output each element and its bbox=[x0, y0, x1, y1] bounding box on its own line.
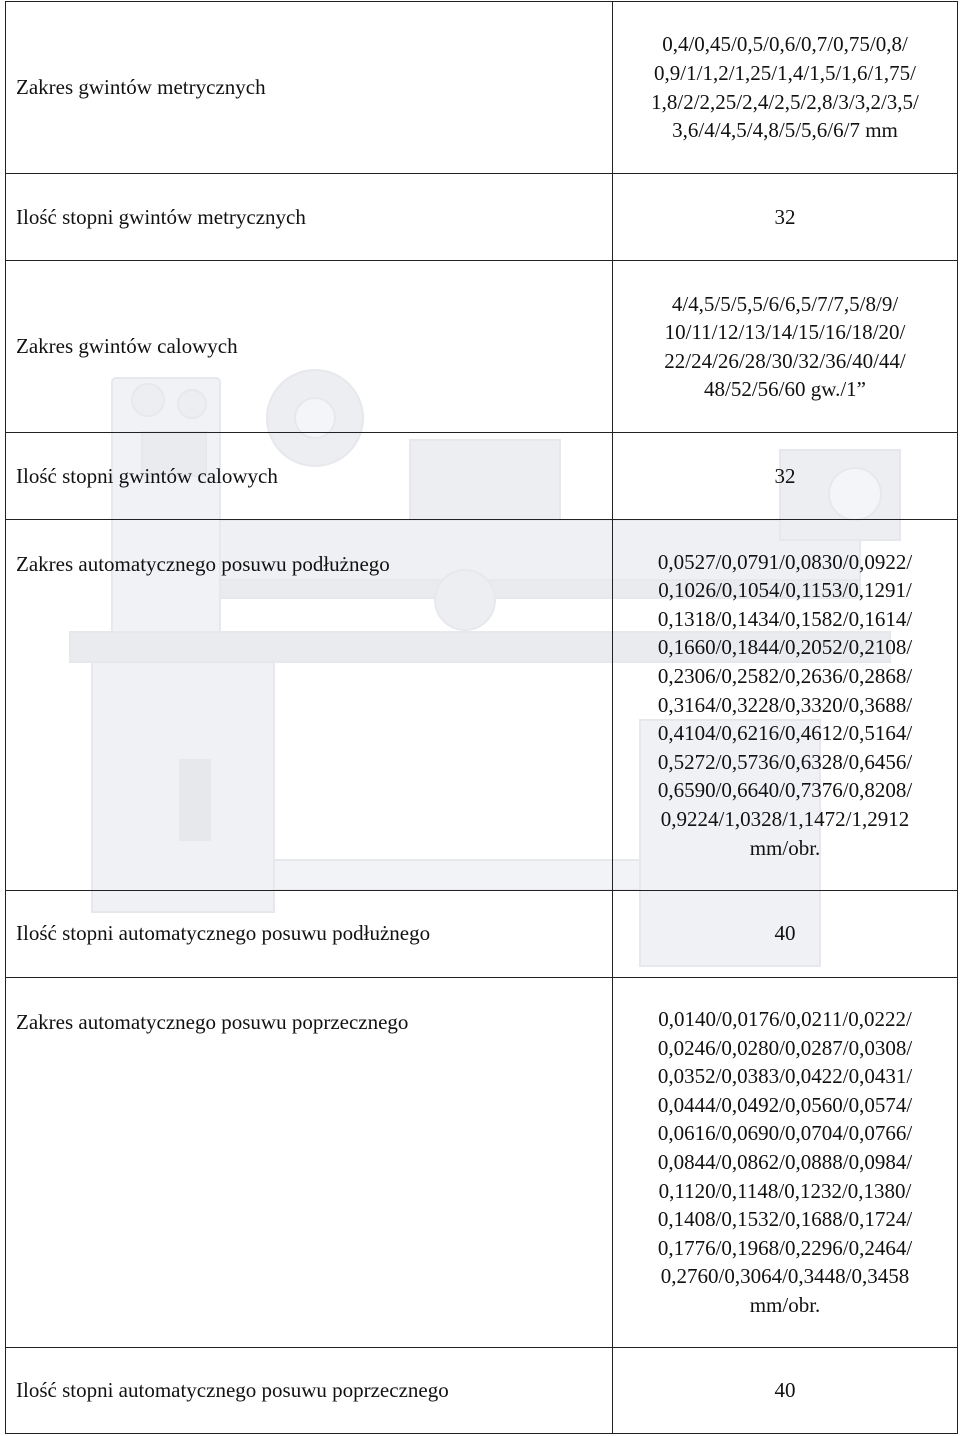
row-value-inch-thread-steps bbox=[613, 433, 958, 520]
value-line: 0,2306/0,2582/0,2636/0,2868/ bbox=[657, 664, 913, 689]
value-line: 32 bbox=[774, 463, 796, 488]
table-row bbox=[6, 2, 958, 174]
value-line: 4/4,5/5/5,5/6/6,5/7/7,5/8/9/ bbox=[671, 291, 899, 316]
value-line: 0,4104/0,6216/0,4612/0,5164/ bbox=[657, 721, 913, 746]
row-label-inch-thread-range: Zakres gwintów calowych bbox=[6, 261, 613, 433]
value-line: 0,1660/0,1844/0,2052/0,2108/ bbox=[657, 635, 913, 660]
value-line: 0,9224/1,0328/1,1472/1,2912 bbox=[660, 807, 910, 832]
value-line: 0,0246/0,0280/0,0287/0,0308/ bbox=[657, 1035, 913, 1060]
row-value-inch-thread-range bbox=[613, 261, 958, 433]
table-row bbox=[6, 1347, 958, 1433]
label-text: Zakres automatycznego posuwu podłużnego bbox=[16, 552, 390, 577]
value-line: 0,0444/0,0492/0,0560/0,0574/ bbox=[657, 1092, 913, 1117]
value-line: 0,0844/0,0862/0,0888/0,0984/ bbox=[657, 1149, 913, 1174]
value-line: 0,2760/0,3064/0,3448/0,3458 bbox=[660, 1264, 910, 1289]
row-label-cross-feed-range bbox=[6, 977, 613, 1347]
value-line: 0,1408/0,1532/0,1688/0,1724/ bbox=[657, 1207, 913, 1232]
value-line: 0,3164/0,3228/0,3320/0,3688/ bbox=[657, 692, 913, 717]
table-row bbox=[6, 520, 958, 890]
value-line: mm/obr. bbox=[749, 1292, 821, 1317]
value-line: 0,0527/0,0791/0,0830/0,0922/ bbox=[657, 549, 913, 574]
table-row bbox=[6, 433, 958, 520]
row-value-cross-feed-range bbox=[613, 977, 958, 1347]
value-line: 0,1026/0,1054/0,1153/0,1291/ bbox=[658, 578, 912, 603]
value-line: 40 bbox=[774, 921, 796, 946]
table-row bbox=[6, 174, 958, 261]
value-line: 0,4/0,45/0,5/0,6/0,7/0,75/0,8/ bbox=[662, 32, 908, 57]
value-line: 0,0616/0,0690/0,0704/0,0766/ bbox=[657, 1121, 913, 1146]
row-label-longitudinal-feed-range bbox=[6, 520, 613, 890]
row-value-metric-thread-range bbox=[613, 2, 958, 174]
specification-table bbox=[5, 1, 958, 1434]
row-label-longitudinal-feed-steps: Ilość stopni automatycznego posuwu podłużnego bbox=[6, 890, 613, 977]
row-label-metric-thread-steps: Ilość stopni gwintów metrycznych bbox=[6, 174, 613, 261]
row-value-longitudinal-feed-range bbox=[613, 520, 958, 890]
table-row bbox=[6, 977, 958, 1347]
value-line: 48/52/56/60 gw./1” bbox=[704, 377, 866, 402]
value-line: 0,6590/0,6640/0,7376/0,8208/ bbox=[657, 778, 913, 803]
value-line: 0,0140/0,0176/0,0211/0,0222/ bbox=[658, 1006, 912, 1031]
row-label-inch-thread-steps: Ilość stopni gwintów calowych bbox=[6, 433, 613, 520]
table-row bbox=[6, 261, 958, 433]
value-line: 0,9/1/1,2/1,25/1,4/1,5/1,6/1,75/ bbox=[654, 60, 916, 85]
label-text: Zakres automatycznego posuwu poprzecznego bbox=[16, 1009, 409, 1034]
row-value-longitudinal-feed-steps bbox=[613, 890, 958, 977]
row-value-cross-feed-steps bbox=[613, 1347, 958, 1433]
value-line: 0,1120/0,1148/0,1232/0,1380/ bbox=[658, 1178, 912, 1203]
row-label-metric-thread-range: Zakres gwintów metrycznych bbox=[6, 2, 613, 174]
value-line: 1,8/2/2,25/2,4/2,5/2,8/3/3,2/3,5/ bbox=[651, 89, 919, 114]
value-line: 32 bbox=[774, 204, 796, 229]
value-line: 0,1776/0,1968/0,2296/0,2464/ bbox=[657, 1235, 913, 1260]
table-row bbox=[6, 890, 958, 977]
value-line: 10/11/12/13/14/15/16/18/20/ bbox=[664, 320, 906, 345]
value-line: 0,0352/0,0383/0,0422/0,0431/ bbox=[657, 1064, 913, 1089]
value-line: 22/24/26/28/30/32/36/40/44/ bbox=[664, 348, 906, 373]
value-line: 0,5272/0,5736/0,6328/0,6456/ bbox=[657, 749, 913, 774]
value-line: 3,6/4/4,5/4,8/5/5,6/6/7 mm bbox=[672, 118, 898, 143]
row-value-metric-thread-steps bbox=[613, 174, 958, 261]
row-label-cross-feed-steps: Ilość stopni automatycznego posuwu poprzecznego bbox=[6, 1347, 613, 1433]
value-line: 40 bbox=[774, 1378, 796, 1403]
value-line: mm/obr. bbox=[749, 835, 821, 860]
value-line: 0,1318/0,1434/0,1582/0,1614/ bbox=[657, 606, 913, 631]
